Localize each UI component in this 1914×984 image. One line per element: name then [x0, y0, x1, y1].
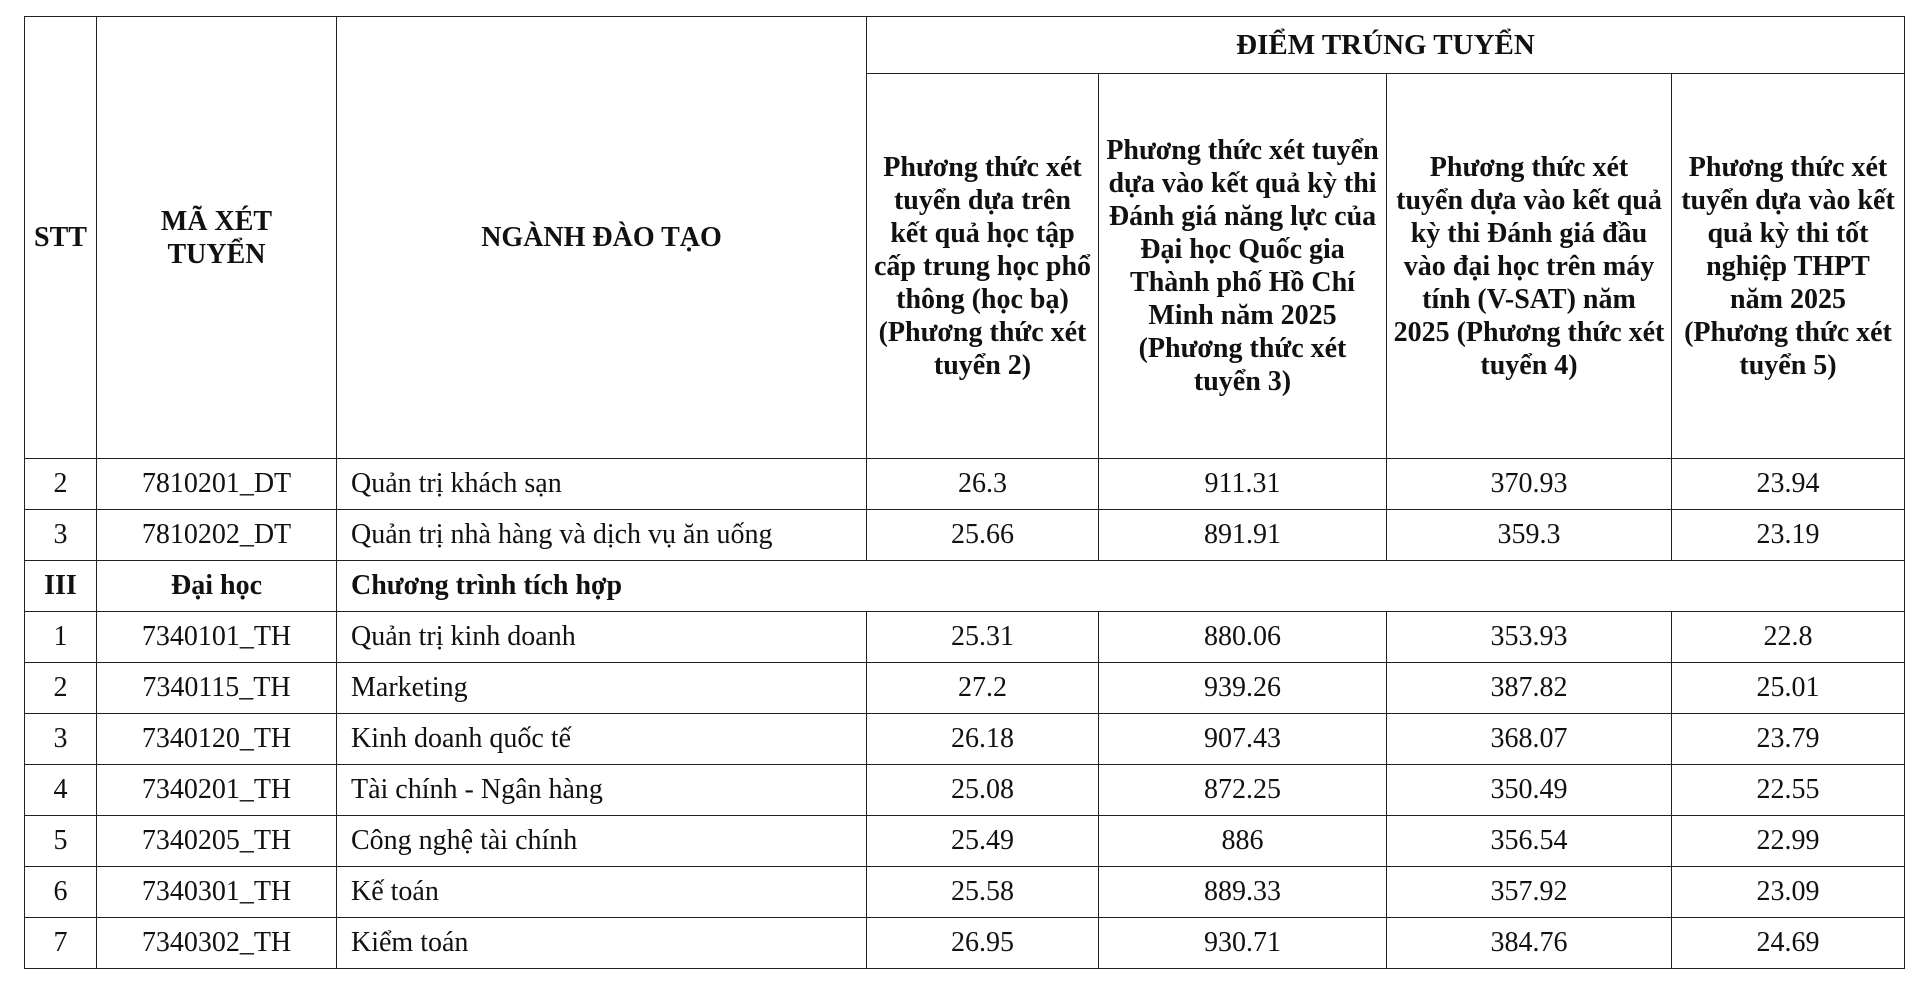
header-nganh-dao-tao: NGÀNH ĐÀO TẠO — [337, 17, 867, 459]
cell-major: Quản trị nhà hàng và dịch vụ ăn uống — [337, 510, 867, 561]
cell-code: 7810202_DT — [97, 510, 337, 561]
cell-method-2: 27.2 — [867, 663, 1099, 714]
cell-method-5: 23.94 — [1672, 459, 1905, 510]
table-row — [25, 867, 1905, 918]
cell-major: Kinh doanh quốc tế — [337, 714, 867, 765]
cell-method-4: 387.82 — [1387, 663, 1672, 714]
cell-stt: 3 — [25, 510, 97, 561]
cell-method-2: 25.58 — [867, 867, 1099, 918]
cell-stt: 7 — [25, 918, 97, 969]
table-row — [25, 765, 1905, 816]
cell-method-5: 23.09 — [1672, 867, 1905, 918]
cell-method-4: 357.92 — [1387, 867, 1672, 918]
section-label: Chương trình tích hợp — [337, 561, 1905, 612]
section-code: Đại học — [97, 561, 337, 612]
cell-method-4: 370.93 — [1387, 459, 1672, 510]
cell-method-3: 939.26 — [1099, 663, 1387, 714]
cell-method-4: 359.3 — [1387, 510, 1672, 561]
cell-stt: 6 — [25, 867, 97, 918]
cell-method-3: 911.31 — [1099, 459, 1387, 510]
cell-method-2: 26.95 — [867, 918, 1099, 969]
cell-code: 7810201_DT — [97, 459, 337, 510]
cell-method-4: 353.93 — [1387, 612, 1672, 663]
header-method-4: Phương thức xét tuyển dựa vào kết quả kỳ thi Đánh giá đầu vào đại học trên máy tính (V-SAT) năm 2025 (Phương thức xét tuyển 4) — [1387, 74, 1672, 459]
cell-method-2: 25.08 — [867, 765, 1099, 816]
cell-method-3: 872.25 — [1099, 765, 1387, 816]
header-method-2: Phương thức xét tuyển dựa trên kết quả học tập cấp trung học phổ thông (học bạ) (Phương thức xét tuyển 2) — [867, 74, 1099, 459]
admission-score-table — [24, 16, 1905, 969]
cell-major: Kiểm toán — [337, 918, 867, 969]
cell-major: Quản trị kinh doanh — [337, 612, 867, 663]
cell-method-3: 891.91 — [1099, 510, 1387, 561]
cell-code: 7340120_TH — [97, 714, 337, 765]
cell-method-4: 350.49 — [1387, 765, 1672, 816]
cell-code: 7340115_TH — [97, 663, 337, 714]
cell-stt: 2 — [25, 459, 97, 510]
cell-method-3: 886 — [1099, 816, 1387, 867]
cell-stt: 5 — [25, 816, 97, 867]
cell-code: 7340301_TH — [97, 867, 337, 918]
cell-major: Marketing — [337, 663, 867, 714]
cell-code: 7340205_TH — [97, 816, 337, 867]
cell-method-5: 22.99 — [1672, 816, 1905, 867]
cell-method-2: 25.66 — [867, 510, 1099, 561]
cell-method-4: 384.76 — [1387, 918, 1672, 969]
table-row — [25, 918, 1905, 969]
table-body — [25, 459, 1905, 969]
header-ma-xet-tuyen-label: MÃ XÉT TUYỂN — [160, 205, 273, 270]
table-row — [25, 510, 1905, 561]
cell-method-2: 25.49 — [867, 816, 1099, 867]
cell-stt: 4 — [25, 765, 97, 816]
cell-method-2: 26.18 — [867, 714, 1099, 765]
cell-method-3: 907.43 — [1099, 714, 1387, 765]
header-method-5: Phương thức xét tuyển dựa vào kết quả kỳ thi tốt nghiệp THPT năm 2025 (Phương thức xét tuyển 5) — [1672, 74, 1905, 459]
cell-code: 7340201_TH — [97, 765, 337, 816]
section-stt: III — [25, 561, 97, 612]
cell-method-5: 23.19 — [1672, 510, 1905, 561]
cell-method-4: 356.54 — [1387, 816, 1672, 867]
cell-major: Kế toán — [337, 867, 867, 918]
cell-method-3: 880.06 — [1099, 612, 1387, 663]
cell-method-5: 22.8 — [1672, 612, 1905, 663]
section-row — [25, 561, 1905, 612]
cell-method-4: 368.07 — [1387, 714, 1672, 765]
table-row — [25, 714, 1905, 765]
header-method-3: Phương thức xét tuyển dựa vào kết quả kỳ thi Đánh giá năng lực của Đại học Quốc gia Thành phố Hồ Chí Minh năm 2025 (Phương thức xét tuyển 3) — [1099, 74, 1387, 459]
header-ma-xet-tuyen — [97, 17, 337, 459]
cell-method-5: 24.69 — [1672, 918, 1905, 969]
cell-code: 7340101_TH — [97, 612, 337, 663]
cell-stt: 1 — [25, 612, 97, 663]
cell-stt: 3 — [25, 714, 97, 765]
cell-method-5: 22.55 — [1672, 765, 1905, 816]
cell-stt: 2 — [25, 663, 97, 714]
cell-method-3: 889.33 — [1099, 867, 1387, 918]
cell-code: 7340302_TH — [97, 918, 337, 969]
cell-method-2: 26.3 — [867, 459, 1099, 510]
table-row — [25, 459, 1905, 510]
table-row — [25, 612, 1905, 663]
table-row — [25, 663, 1905, 714]
cell-major: Tài chính - Ngân hàng — [337, 765, 867, 816]
cell-method-5: 23.79 — [1672, 714, 1905, 765]
header-stt: STT — [25, 17, 97, 459]
header-diem-trung-tuyen: ĐIỂM TRÚNG TUYỂN — [867, 17, 1905, 74]
cell-major: Công nghệ tài chính — [337, 816, 867, 867]
table-row — [25, 816, 1905, 867]
cell-method-2: 25.31 — [867, 612, 1099, 663]
cell-major: Quản trị khách sạn — [337, 459, 867, 510]
cell-method-3: 930.71 — [1099, 918, 1387, 969]
cell-method-5: 25.01 — [1672, 663, 1905, 714]
